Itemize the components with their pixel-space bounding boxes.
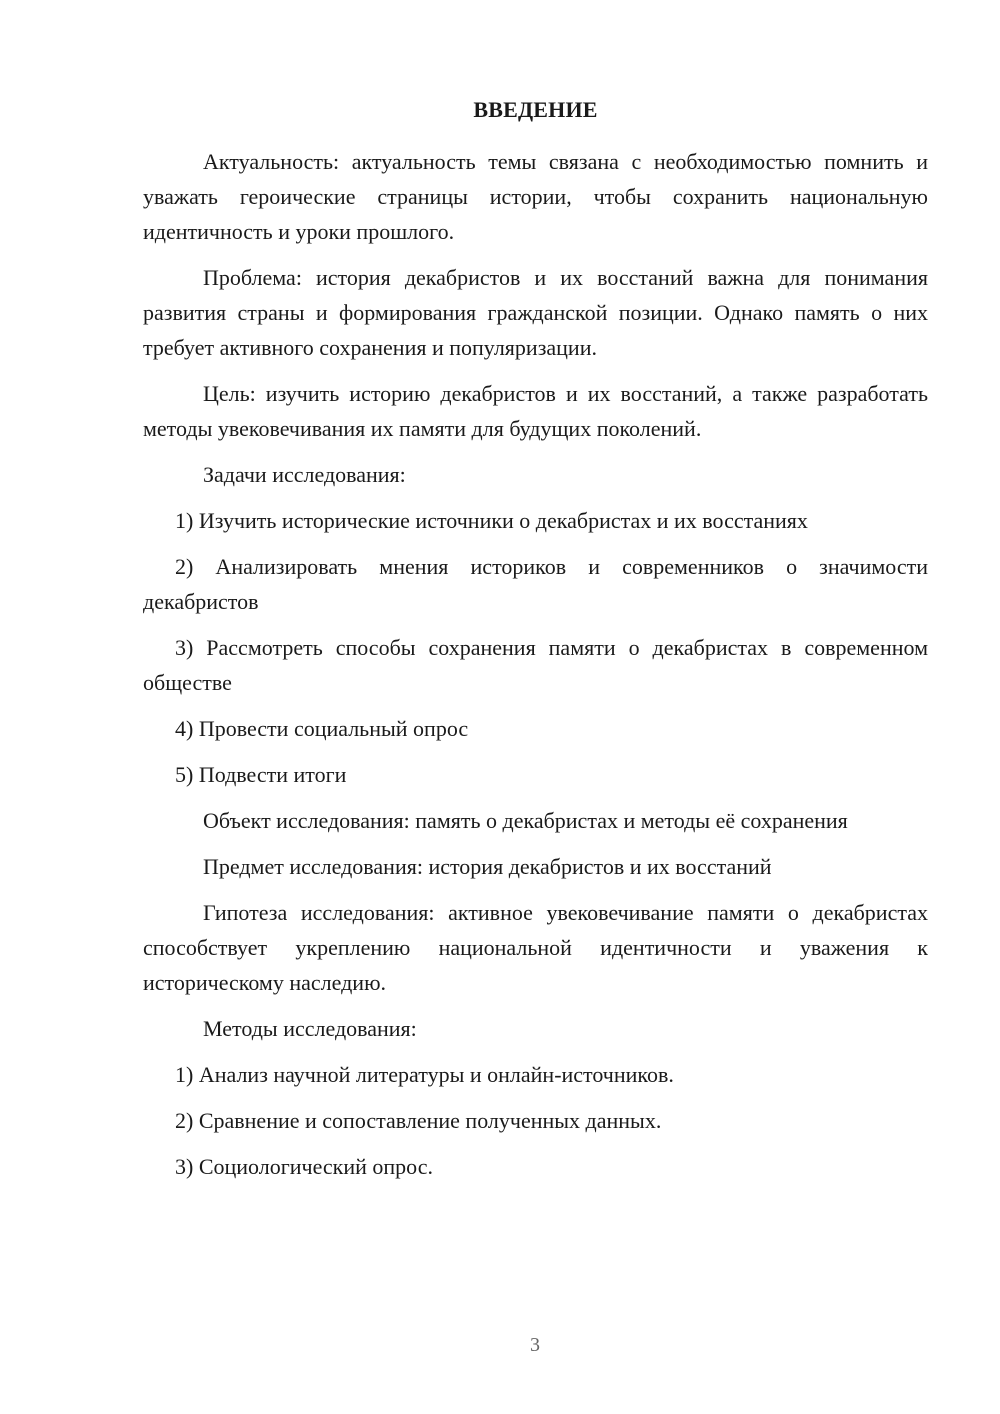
- list-item: 1) Изучить исторические источники о декабристах и их восстаниях: [175, 508, 808, 533]
- block-spacer: [143, 538, 928, 549]
- block-spacer: [143, 838, 928, 849]
- block-spacer: [143, 492, 928, 503]
- list-item: 5) Подвести итоги: [175, 762, 347, 787]
- block-spacer: [143, 1046, 928, 1057]
- paragraph: Актуальность: актуальность темы связана с необходимостью помнить и уважать героические страницы истории, чтобы сохранить национальную идентичность и уроки прошлого.: [143, 149, 928, 244]
- paragraph: Проблема: история декабристов и их восстаний важна для понимания развития страны и формирования гражданской позиции. Однако память о них требует активного сохранения и популяризации.: [143, 265, 928, 360]
- list-item: 2) Сравнение и сопоставление полученных данных.: [175, 1108, 662, 1133]
- block-spacer: [143, 365, 928, 376]
- list-item: 4) Провести социальный опрос: [175, 716, 469, 741]
- paragraph: Цель: изучить историю декабристов и их восстаний, а также разработать методы увековечивания их памяти для будущих поколений.: [143, 381, 928, 441]
- section-title: ВВЕДЕНИЕ: [473, 97, 598, 122]
- list-item: 3) Социологический опрос.: [175, 1154, 433, 1179]
- block-spacer: [143, 619, 928, 630]
- paragraph: Задачи исследования:: [203, 462, 406, 487]
- paragraph: Предмет исследования: история декабристов и их восстаний: [203, 854, 772, 879]
- paragraph: Гипотеза исследования: активное увековечивание памяти о декабристах способствует укреплению национальной идентичности и уважения к историческому наследию.: [143, 900, 928, 995]
- page-number: 3: [530, 1334, 540, 1356]
- document-body: [143, 144, 928, 1184]
- document-page: [143, 96, 928, 1184]
- paragraph: Объект исследования: память о декабристах и методы её сохранения: [203, 808, 848, 833]
- list-item: 2) Анализировать мнения историков и современников о значимости декабристов: [143, 554, 928, 614]
- block-spacer: [143, 700, 928, 711]
- block-spacer: [143, 446, 928, 457]
- list-item: 1) Анализ научной литературы и онлайн-источников.: [175, 1062, 674, 1087]
- block-spacer: [143, 249, 928, 260]
- paragraph: Методы исследования:: [203, 1016, 417, 1041]
- block-spacer: [143, 1092, 928, 1103]
- block-spacer: [143, 1138, 928, 1149]
- block-spacer: [143, 746, 928, 757]
- list-item: 3) Рассмотреть способы сохранения памяти о декабристах в современном обществе: [143, 635, 928, 695]
- block-spacer: [143, 884, 928, 895]
- block-spacer: [143, 792, 928, 803]
- block-spacer: [143, 1000, 928, 1011]
